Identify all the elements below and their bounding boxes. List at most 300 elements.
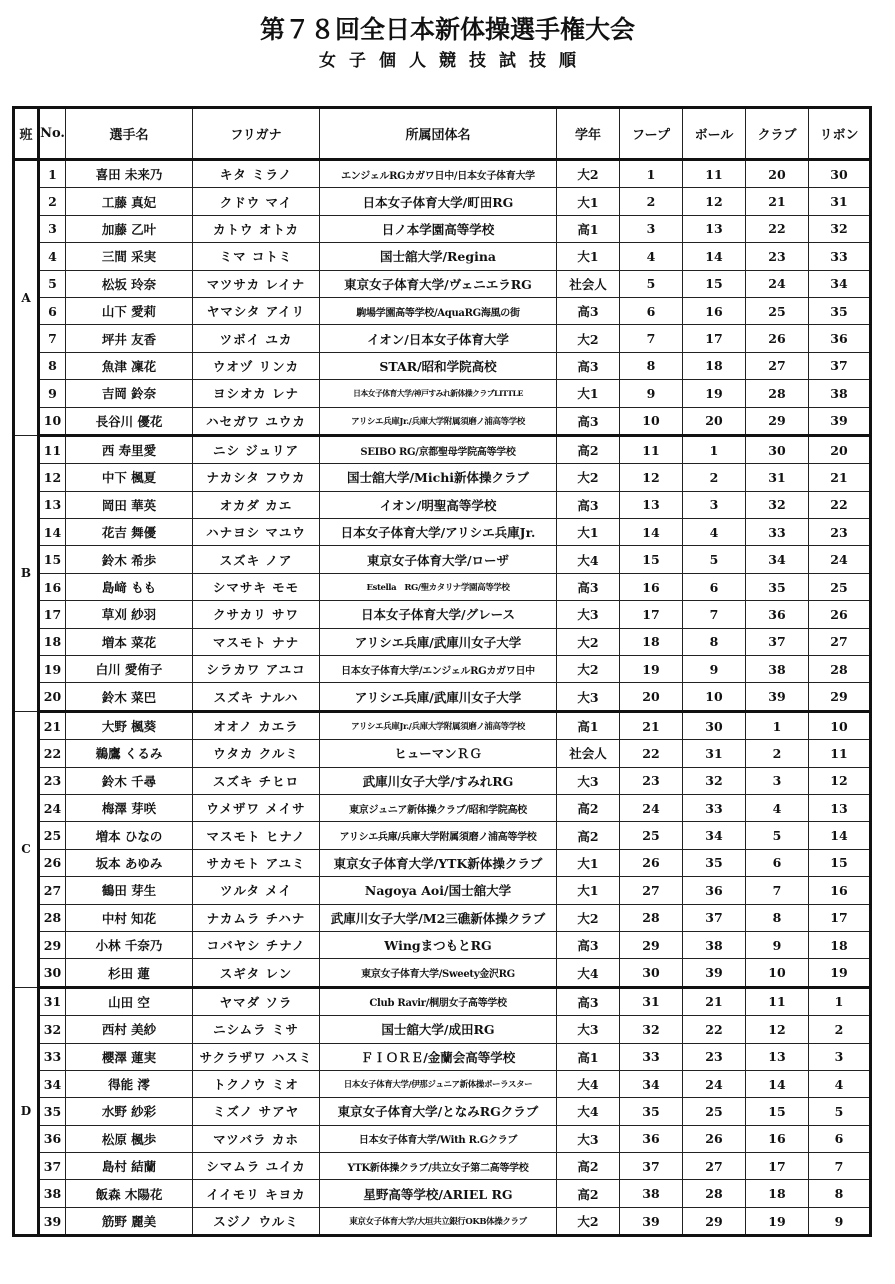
athlete-grade: 高2 — [557, 435, 620, 463]
athlete-grade: 大4 — [557, 959, 620, 987]
athlete-affiliation: 日本女子体育大学/エンジェルRGカガワ日中 — [320, 656, 557, 683]
order-hoop: 6 — [620, 297, 683, 324]
table-row — [14, 1016, 871, 1043]
order-ribbon: 32 — [809, 215, 871, 242]
order-hoop: 33 — [620, 1043, 683, 1070]
order-clubs: 17 — [746, 1153, 809, 1180]
athlete-grade: 高2 — [557, 1153, 620, 1180]
athlete-name: 喜田 未来乃 — [66, 160, 193, 188]
athlete-name: 吉岡 鈴奈 — [66, 380, 193, 407]
athlete-affiliation: 日本女子体育大学/神戸すみれ新体操クラブLITTLE — [320, 380, 557, 407]
order-hoop: 34 — [620, 1070, 683, 1097]
athlete-number: 31 — [39, 987, 66, 1015]
table-row — [14, 491, 871, 518]
order-ball: 23 — [683, 1043, 746, 1070]
order-ball: 3 — [683, 491, 746, 518]
table-row — [14, 464, 871, 491]
order-clubs: 14 — [746, 1070, 809, 1097]
order-ball: 29 — [683, 1207, 746, 1235]
order-ball: 12 — [683, 188, 746, 215]
athlete-name: 長谷川 優花 — [66, 407, 193, 435]
athlete-furigana: シマサキ モモ — [193, 573, 320, 600]
order-hoop: 21 — [620, 711, 683, 739]
athlete-affiliation: 東京女子体育大学/YTK新体操クラブ — [320, 849, 557, 876]
order-ball: 33 — [683, 794, 746, 821]
table-row — [14, 740, 871, 767]
athlete-number: 20 — [39, 683, 66, 711]
order-ball: 28 — [683, 1180, 746, 1207]
athlete-grade: 大1 — [557, 188, 620, 215]
order-clubs: 2 — [746, 740, 809, 767]
athlete-grade: 高1 — [557, 711, 620, 739]
order-clubs: 9 — [746, 931, 809, 958]
athlete-affiliation: 日本女子体育大学/グレース — [320, 601, 557, 628]
athlete-number: 2 — [39, 188, 66, 215]
athlete-grade: 大3 — [557, 767, 620, 794]
order-clubs: 6 — [746, 849, 809, 876]
order-ribbon: 12 — [809, 767, 871, 794]
order-hoop: 27 — [620, 877, 683, 904]
athlete-grade: 大3 — [557, 1125, 620, 1152]
table-row — [14, 767, 871, 794]
order-clubs: 19 — [746, 1207, 809, 1235]
athlete-name: 水野 紗彩 — [66, 1098, 193, 1125]
order-clubs: 30 — [746, 435, 809, 463]
order-ball: 30 — [683, 711, 746, 739]
order-ribbon: 16 — [809, 877, 871, 904]
athlete-name: 鈴木 希歩 — [66, 546, 193, 573]
order-ball: 22 — [683, 1016, 746, 1043]
order-ribbon: 17 — [809, 904, 871, 931]
order-clubs: 16 — [746, 1125, 809, 1152]
order-hoop: 28 — [620, 904, 683, 931]
athlete-name: 鶴田 芽生 — [66, 877, 193, 904]
order-ribbon: 13 — [809, 794, 871, 821]
athlete-number: 8 — [39, 352, 66, 379]
column-header-hoop: フープ — [620, 108, 683, 160]
athlete-name: 筋野 麗美 — [66, 1207, 193, 1235]
athlete-affiliation: アリシエ兵庫/武庫川女子大学 — [320, 628, 557, 655]
athlete-number: 9 — [39, 380, 66, 407]
athlete-affiliation: Nagoya Aoi/国士舘大学 — [320, 877, 557, 904]
athlete-affiliation: 日本女子体育大学/伊那ジュニア新体操ポーラスター — [320, 1070, 557, 1097]
order-hoop: 10 — [620, 407, 683, 435]
order-ribbon: 5 — [809, 1098, 871, 1125]
order-ribbon: 7 — [809, 1153, 871, 1180]
athlete-affiliation: 東京女子体育大学/となみRGクラブ — [320, 1098, 557, 1125]
athlete-name: 飯森 木陽花 — [66, 1180, 193, 1207]
athlete-grade: 大2 — [557, 160, 620, 188]
order-ball: 24 — [683, 1070, 746, 1097]
group-label: C — [14, 711, 39, 987]
document-title: 第７８回全日本新体操選手権大会 — [259, 15, 635, 44]
athlete-name: 櫻澤 蓮実 — [66, 1043, 193, 1070]
athlete-furigana: マスモト ヒナノ — [193, 822, 320, 849]
order-ribbon: 2 — [809, 1016, 871, 1043]
order-hoop: 14 — [620, 519, 683, 546]
order-ribbon: 21 — [809, 464, 871, 491]
athlete-furigana: マツバラ カホ — [193, 1125, 320, 1152]
order-clubs: 36 — [746, 601, 809, 628]
athlete-name: 岡田 華英 — [66, 491, 193, 518]
athlete-furigana: ヤマシタ アイリ — [193, 297, 320, 324]
athlete-name: 山下 愛莉 — [66, 297, 193, 324]
table-row — [14, 325, 871, 352]
order-hoop: 35 — [620, 1098, 683, 1125]
athlete-number: 24 — [39, 794, 66, 821]
athlete-affiliation: 武庫川女子大学/すみれRG — [320, 767, 557, 794]
athlete-affiliation: 日ノ本学園高等学校 — [320, 215, 557, 242]
athlete-affiliation: 東京女子体育大学/ヴェニエラRG — [320, 270, 557, 297]
order-ribbon: 23 — [809, 519, 871, 546]
order-ball: 6 — [683, 573, 746, 600]
order-hoop: 30 — [620, 959, 683, 987]
order-ribbon: 9 — [809, 1207, 871, 1235]
athlete-grade: 高3 — [557, 352, 620, 379]
order-clubs: 38 — [746, 656, 809, 683]
order-ball: 20 — [683, 407, 746, 435]
athlete-name: 増本 ひなの — [66, 822, 193, 849]
order-ball: 31 — [683, 740, 746, 767]
athlete-affiliation: ヒューマンＲＧ — [320, 740, 557, 767]
athlete-furigana: ハナヨシ マユウ — [193, 519, 320, 546]
athlete-name: 中下 楓夏 — [66, 464, 193, 491]
order-ribbon: 4 — [809, 1070, 871, 1097]
athlete-name: 坂本 あゆみ — [66, 849, 193, 876]
athlete-affiliation: エンジェルRGカガワ日中/日本女子体育大学 — [320, 160, 557, 188]
group-label: B — [14, 435, 39, 711]
start-order-table — [12, 106, 872, 1237]
athlete-name: 西村 美紗 — [66, 1016, 193, 1043]
athlete-grade: 大2 — [557, 325, 620, 352]
order-ball: 14 — [683, 243, 746, 270]
athlete-affiliation: Club Ravir/桐朋女子高等学校 — [320, 987, 557, 1015]
order-hoop: 37 — [620, 1153, 683, 1180]
athlete-name: 鵜鷹 くるみ — [66, 740, 193, 767]
athlete-name: 杉田 蓮 — [66, 959, 193, 987]
athlete-furigana: スズキ チヒロ — [193, 767, 320, 794]
athlete-grade: 高1 — [557, 1043, 620, 1070]
athlete-furigana: ヤマダ ソラ — [193, 987, 320, 1015]
order-clubs: 34 — [746, 546, 809, 573]
order-hoop: 22 — [620, 740, 683, 767]
order-hoop: 8 — [620, 352, 683, 379]
athlete-grade: 大1 — [557, 849, 620, 876]
athlete-grade: 大1 — [557, 243, 620, 270]
athlete-grade: 高3 — [557, 573, 620, 600]
athlete-name: 鈴木 千尋 — [66, 767, 193, 794]
order-ribbon: 3 — [809, 1043, 871, 1070]
group-label: A — [14, 160, 39, 436]
athlete-grade: 社会人 — [557, 270, 620, 297]
athlete-number: 36 — [39, 1125, 66, 1152]
athlete-furigana: ミマ コトミ — [193, 243, 320, 270]
order-clubs: 37 — [746, 628, 809, 655]
athlete-affiliation: YTK新体操クラブ/共立女子第二高等学校 — [320, 1153, 557, 1180]
order-ribbon: 6 — [809, 1125, 871, 1152]
athlete-furigana: イイモリ キヨカ — [193, 1180, 320, 1207]
table-row — [14, 352, 871, 379]
table-row — [14, 601, 871, 628]
order-hoop: 19 — [620, 656, 683, 683]
order-clubs: 31 — [746, 464, 809, 491]
athlete-number: 18 — [39, 628, 66, 655]
order-ball: 35 — [683, 849, 746, 876]
column-header-ribbon: リボン — [809, 108, 871, 160]
order-ball: 9 — [683, 656, 746, 683]
table-row — [14, 711, 871, 739]
order-clubs: 27 — [746, 352, 809, 379]
athlete-grade: 高2 — [557, 1180, 620, 1207]
order-ball: 8 — [683, 628, 746, 655]
order-ribbon: 31 — [809, 188, 871, 215]
order-ball: 2 — [683, 464, 746, 491]
athlete-affiliation: Estella RG/聖カタリナ学園高等学校 — [320, 573, 557, 600]
order-hoop: 39 — [620, 1207, 683, 1235]
table-row — [14, 1098, 871, 1125]
athlete-name: 工藤 真妃 — [66, 188, 193, 215]
athlete-furigana: コバヤシ チナノ — [193, 931, 320, 958]
column-header-ball: ボール — [683, 108, 746, 160]
athlete-grade: 大2 — [557, 656, 620, 683]
athlete-number: 38 — [39, 1180, 66, 1207]
order-ribbon: 25 — [809, 573, 871, 600]
athlete-furigana: スズキ ナルハ — [193, 683, 320, 711]
athlete-name: 島﨑 もも — [66, 573, 193, 600]
athlete-furigana: ナカムラ チハナ — [193, 904, 320, 931]
order-ball: 37 — [683, 904, 746, 931]
athlete-affiliation: アリシエ兵庫/兵庫大学附属須磨ノ浦高等学校 — [320, 822, 557, 849]
athlete-grade: 大3 — [557, 683, 620, 711]
athlete-affiliation: イオン/明聖高等学校 — [320, 491, 557, 518]
order-hoop: 26 — [620, 849, 683, 876]
order-ball: 19 — [683, 380, 746, 407]
athlete-name: 梅澤 芽咲 — [66, 794, 193, 821]
order-ball: 39 — [683, 959, 746, 987]
order-clubs: 28 — [746, 380, 809, 407]
order-hoop: 36 — [620, 1125, 683, 1152]
athlete-number: 12 — [39, 464, 66, 491]
athlete-grade: 大2 — [557, 628, 620, 655]
athlete-grade: 高3 — [557, 987, 620, 1015]
order-ball: 15 — [683, 270, 746, 297]
order-hoop: 3 — [620, 215, 683, 242]
athlete-affiliation: 国士舘大学/Michi新体操クラブ — [320, 464, 557, 491]
order-ribbon: 35 — [809, 297, 871, 324]
athlete-name: 加藤 乙叶 — [66, 215, 193, 242]
column-header-name: 選手名 — [66, 108, 193, 160]
athlete-affiliation: アリシエ兵庫/武庫川女子大学 — [320, 683, 557, 711]
athlete-number: 19 — [39, 656, 66, 683]
order-ball: 36 — [683, 877, 746, 904]
table-row — [14, 794, 871, 821]
athlete-number: 13 — [39, 491, 66, 518]
order-ribbon: 36 — [809, 325, 871, 352]
athlete-affiliation: アリシエ兵庫Jr./兵庫大学附属須磨ノ浦高等学校 — [320, 711, 557, 739]
order-hoop: 5 — [620, 270, 683, 297]
athlete-affiliation: ＦＩＯＲＥ/金蘭会高等学校 — [320, 1043, 557, 1070]
order-ball: 13 — [683, 215, 746, 242]
order-hoop: 23 — [620, 767, 683, 794]
athlete-number: 39 — [39, 1207, 66, 1235]
athlete-number: 1 — [39, 160, 66, 188]
table-row — [14, 546, 871, 573]
athlete-name: 山田 空 — [66, 987, 193, 1015]
order-hoop: 12 — [620, 464, 683, 491]
table-row — [14, 243, 871, 270]
athlete-grade: 高3 — [557, 491, 620, 518]
athlete-grade: 高3 — [557, 931, 620, 958]
table-row — [14, 877, 871, 904]
athlete-furigana: キタ ミラノ — [193, 160, 320, 188]
order-ribbon: 29 — [809, 683, 871, 711]
athlete-number: 35 — [39, 1098, 66, 1125]
order-hoop: 20 — [620, 683, 683, 711]
order-ball: 25 — [683, 1098, 746, 1125]
table-row — [14, 849, 871, 876]
order-hoop: 13 — [620, 491, 683, 518]
athlete-number: 11 — [39, 435, 66, 463]
athlete-number: 23 — [39, 767, 66, 794]
athlete-name: 島村 結蘭 — [66, 1153, 193, 1180]
athlete-name: 松坂 玲奈 — [66, 270, 193, 297]
athlete-number: 4 — [39, 243, 66, 270]
athlete-grade: 大1 — [557, 877, 620, 904]
order-ribbon: 15 — [809, 849, 871, 876]
table-row — [14, 987, 871, 1015]
column-header-grade: 学年 — [557, 108, 620, 160]
order-ball: 26 — [683, 1125, 746, 1152]
athlete-furigana: クドウ マイ — [193, 188, 320, 215]
athlete-furigana: ニシ ジュリア — [193, 435, 320, 463]
order-ball: 4 — [683, 519, 746, 546]
athlete-affiliation: 日本女子体育大学/With R.Gクラブ — [320, 1125, 557, 1152]
order-ribbon: 1 — [809, 987, 871, 1015]
order-ball: 21 — [683, 987, 746, 1015]
order-ball: 11 — [683, 160, 746, 188]
athlete-affiliation: 駒場学園高等学校/AquaRG海風の街 — [320, 297, 557, 324]
athlete-grade: 大4 — [557, 1098, 620, 1125]
athlete-grade: 社会人 — [557, 740, 620, 767]
order-hoop: 7 — [620, 325, 683, 352]
table-row — [14, 656, 871, 683]
athlete-affiliation: アリシエ兵庫Jr./兵庫大学附属須磨ノ浦高等学校 — [320, 407, 557, 435]
athlete-number: 29 — [39, 931, 66, 958]
athlete-grade: 大4 — [557, 546, 620, 573]
athlete-number: 32 — [39, 1016, 66, 1043]
athlete-name: 大野 楓葵 — [66, 711, 193, 739]
athlete-grade: 大4 — [557, 1070, 620, 1097]
athlete-furigana: スズキ ノア — [193, 546, 320, 573]
order-clubs: 13 — [746, 1043, 809, 1070]
column-header-furigana: フリガナ — [193, 108, 320, 160]
order-ball: 27 — [683, 1153, 746, 1180]
athlete-number: 33 — [39, 1043, 66, 1070]
order-ribbon: 10 — [809, 711, 871, 739]
order-ribbon: 20 — [809, 435, 871, 463]
athlete-number: 6 — [39, 297, 66, 324]
table-row — [14, 407, 871, 435]
athlete-grade: 大2 — [557, 904, 620, 931]
column-header-no: No. — [39, 108, 66, 160]
order-clubs: 24 — [746, 270, 809, 297]
order-clubs: 10 — [746, 959, 809, 987]
athlete-grade: 大2 — [557, 464, 620, 491]
athlete-furigana: サカモト アユミ — [193, 849, 320, 876]
order-clubs: 26 — [746, 325, 809, 352]
order-clubs: 12 — [746, 1016, 809, 1043]
order-clubs: 39 — [746, 683, 809, 711]
athlete-name: 三間 采実 — [66, 243, 193, 270]
order-ribbon: 28 — [809, 656, 871, 683]
athlete-grade: 高2 — [557, 794, 620, 821]
table-row — [14, 931, 871, 958]
athlete-furigana: マツサカ レイナ — [193, 270, 320, 297]
column-header-group: 班 — [14, 108, 39, 160]
table-header-row — [14, 108, 871, 160]
order-clubs: 35 — [746, 573, 809, 600]
athlete-name: 松原 楓歩 — [66, 1125, 193, 1152]
table-row — [14, 1180, 871, 1207]
athlete-name: 小林 千奈乃 — [66, 931, 193, 958]
athlete-furigana: スジノ ウルミ — [193, 1207, 320, 1235]
table-row — [14, 1207, 871, 1235]
athlete-name: 白川 愛侑子 — [66, 656, 193, 683]
order-clubs: 33 — [746, 519, 809, 546]
order-ribbon: 18 — [809, 931, 871, 958]
order-clubs: 18 — [746, 1180, 809, 1207]
table-row — [14, 628, 871, 655]
athlete-name: 鈴木 菜巴 — [66, 683, 193, 711]
athlete-affiliation: 東京女子体育大学/Sweety金沢RG — [320, 959, 557, 987]
athlete-affiliation: 星野高等学校/ARIEL RG — [320, 1180, 557, 1207]
athlete-number: 15 — [39, 546, 66, 573]
order-hoop: 24 — [620, 794, 683, 821]
order-ribbon: 26 — [809, 601, 871, 628]
table-row — [14, 270, 871, 297]
athlete-number: 30 — [39, 959, 66, 987]
table-row — [14, 297, 871, 324]
order-ball: 34 — [683, 822, 746, 849]
athlete-number: 28 — [39, 904, 66, 931]
athlete-affiliation: 国士舘大学/成田RG — [320, 1016, 557, 1043]
athlete-name: 坪井 友香 — [66, 325, 193, 352]
table-row — [14, 1043, 871, 1070]
order-clubs: 5 — [746, 822, 809, 849]
order-hoop: 1 — [620, 160, 683, 188]
table-row — [14, 519, 871, 546]
order-ribbon: 14 — [809, 822, 871, 849]
order-clubs: 23 — [746, 243, 809, 270]
order-hoop: 29 — [620, 931, 683, 958]
table-row — [14, 1070, 871, 1097]
athlete-grade: 大3 — [557, 601, 620, 628]
table-row — [14, 822, 871, 849]
athlete-number: 22 — [39, 740, 66, 767]
athlete-furigana: シマムラ ユイカ — [193, 1153, 320, 1180]
order-clubs: 25 — [746, 297, 809, 324]
athlete-furigana: ヨシオカ レナ — [193, 380, 320, 407]
athlete-furigana: オオノ カエラ — [193, 711, 320, 739]
order-ball: 1 — [683, 435, 746, 463]
order-ribbon: 8 — [809, 1180, 871, 1207]
order-ribbon: 30 — [809, 160, 871, 188]
order-clubs: 21 — [746, 188, 809, 215]
athlete-furigana: ミズノ サアヤ — [193, 1098, 320, 1125]
athlete-name: 花吉 舞優 — [66, 519, 193, 546]
table-row — [14, 573, 871, 600]
athlete-number: 3 — [39, 215, 66, 242]
